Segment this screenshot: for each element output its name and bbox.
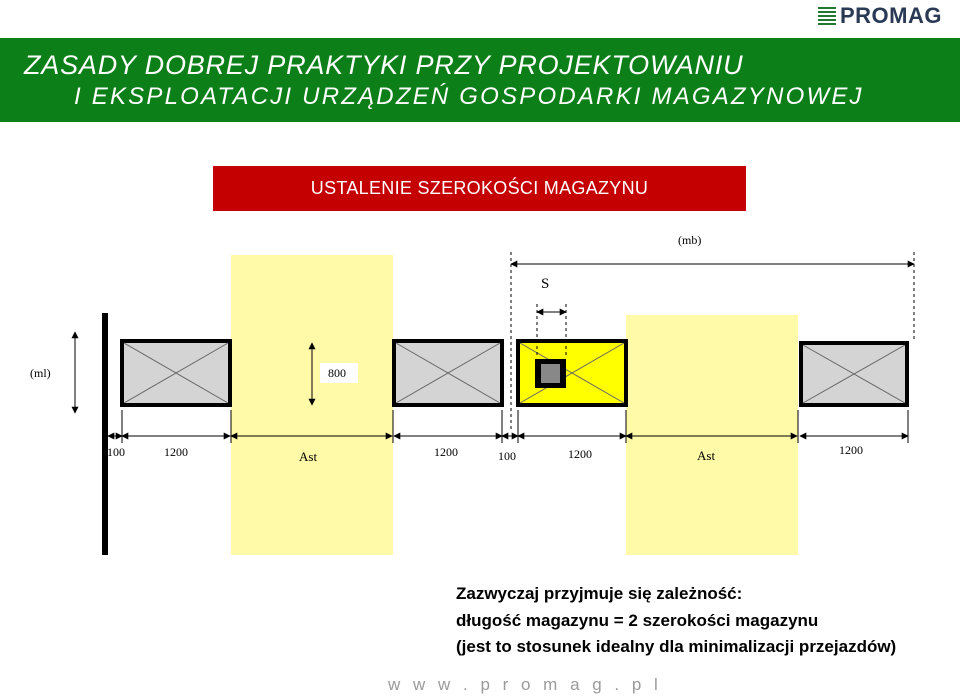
- label-ast-left: Ast: [299, 449, 318, 464]
- dim-1200-4: 1200: [839, 443, 863, 457]
- dim-1200-3: 1200: [568, 447, 592, 461]
- label-ml: (ml): [30, 366, 51, 380]
- caption-line-2: długość magazynu = 2 szerokości magazynu: [456, 611, 819, 630]
- label-mb: (mb): [678, 233, 702, 247]
- pallet-rack-highlight: [518, 341, 626, 405]
- caption-line-1: Zazwyczaj przyjmuje się zależność:: [456, 584, 743, 603]
- aisle-right: [626, 315, 798, 555]
- dim-100-right: 100: [498, 449, 516, 463]
- pallet-rack-4: [801, 343, 907, 405]
- footer-url: w w w . p r o m a g . p l: [388, 675, 662, 694]
- dim-1200-2: 1200: [434, 445, 458, 459]
- section-label: USTALENIE SZEROKOŚCI MAGAZYNU: [310, 178, 649, 198]
- title-line-1: ZASADY DOBREJ PRAKTYKI PRZY PROJEKTOWANIU: [24, 50, 744, 80]
- dim-100-left: 100: [107, 445, 125, 459]
- pallet-rack-2: [394, 341, 502, 405]
- title-line-2: I EKSPLOATACJI URZĄDZEŃ GOSPODARKI MAGAZYNOWEJ: [74, 83, 864, 110]
- wall: [102, 313, 108, 555]
- label-s: S: [541, 276, 550, 292]
- logo-text: PROMAG: [840, 3, 942, 28]
- pallet-rack-1: [122, 341, 230, 405]
- caption-line-3: (jest to stosunek idealny dla minimalizacji przejazdów): [456, 637, 897, 656]
- dim-1200-1: 1200: [164, 445, 188, 459]
- label-800: 800: [328, 366, 346, 380]
- label-ast-right: Ast: [697, 448, 716, 463]
